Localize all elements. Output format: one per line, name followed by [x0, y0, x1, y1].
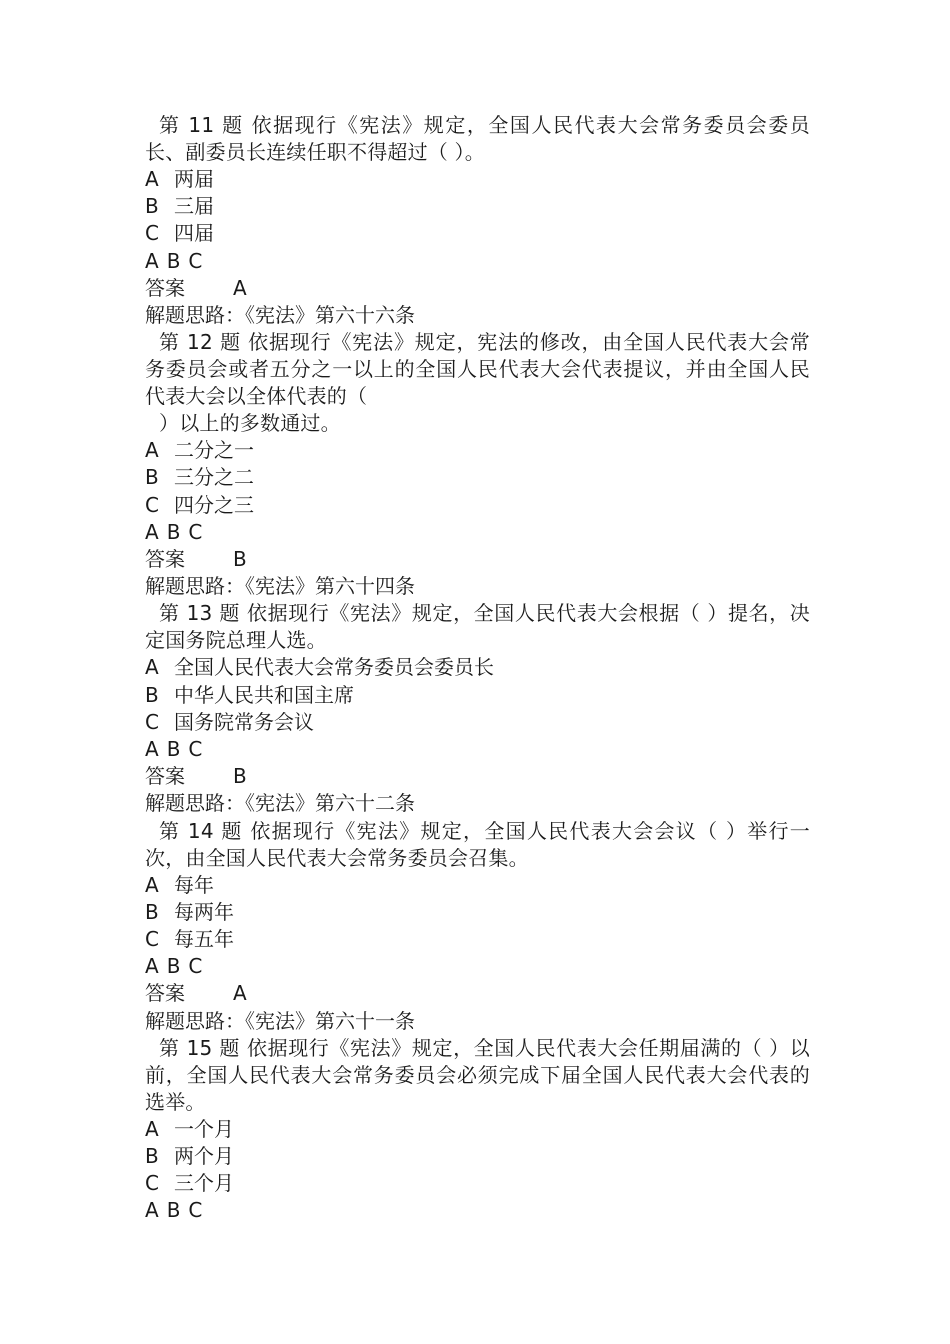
- answer-line: [145, 980, 810, 1007]
- option-letters-row: [145, 736, 810, 763]
- option-letter: B: [145, 194, 159, 219]
- question-body: 依据现行《宪法》规定，宪法的修改，由全国人民代表大会常务委员会或者五分之一以上的全国人民代表大会代表提议，并由全国人民代表大会以全体代表的（: [145, 330, 810, 409]
- answer-value: B: [233, 547, 247, 572]
- question-number: 第 13 题: [159, 601, 241, 626]
- option-text: 两届: [174, 167, 214, 191]
- document-page: [145, 112, 810, 1225]
- answer-line: [145, 546, 810, 573]
- option-text: 每五年: [174, 927, 234, 952]
- option-c: [145, 220, 810, 247]
- letter: B: [166, 954, 181, 979]
- option-text: 国务院常务会议: [174, 709, 314, 734]
- answer-line: [145, 275, 810, 302]
- option-b: [145, 899, 810, 926]
- answer-value: A: [233, 275, 247, 300]
- question-body: 依据现行《宪法》规定，全国人民代表大会根据（ ）提名，决定国务院总理人选。: [145, 601, 810, 653]
- letter: C: [188, 1198, 203, 1223]
- option-letters-row: [145, 953, 810, 980]
- option-text: 每两年: [174, 899, 234, 924]
- explanation: 解题思路：《宪法》第六十四条: [145, 574, 415, 599]
- option-c: [145, 926, 810, 953]
- option-a: [145, 437, 810, 464]
- option-b: [145, 1143, 810, 1170]
- letter: A: [145, 954, 159, 979]
- letter: C: [188, 954, 203, 979]
- option-text: 两个月: [174, 1144, 234, 1169]
- option-letter: A: [145, 872, 159, 897]
- question-text: [145, 112, 810, 166]
- option-text: 每年: [174, 872, 214, 897]
- letter: B: [166, 519, 181, 544]
- option-text: 四届: [174, 221, 214, 246]
- option-text: 二分之一: [174, 438, 254, 463]
- question-text: [145, 600, 810, 654]
- option-letter: B: [145, 1144, 159, 1169]
- option-text: 三届: [174, 194, 214, 219]
- option-letter: B: [145, 682, 159, 707]
- explanation: 解题思路：《宪法》第六十六条: [145, 303, 415, 328]
- question-number: 第 11 题: [159, 113, 244, 137]
- option-letters-row: [145, 1197, 810, 1224]
- letter: B: [166, 1198, 181, 1223]
- question-text: [145, 1035, 810, 1116]
- option-letter: B: [145, 899, 159, 924]
- question-number: 第 14 题: [159, 818, 243, 843]
- question-body: 依据现行《宪法》规定，全国人民代表大会会议（ ）举行一次，由全国人民代表大会常务委员会召集。: [145, 818, 810, 870]
- answer-label: 答案: [145, 547, 185, 572]
- option-text: 一个月: [174, 1116, 234, 1141]
- option-letter: A: [145, 655, 159, 680]
- answer-value: A: [233, 981, 247, 1006]
- option-letter: B: [145, 465, 159, 490]
- option-b: [145, 193, 810, 220]
- question-11: [145, 112, 810, 329]
- option-letter: C: [145, 221, 159, 246]
- option-letter: A: [145, 1116, 159, 1141]
- answer-label: 答案: [145, 275, 185, 300]
- letter: A: [145, 248, 159, 273]
- option-text: 中华人民共和国主席: [174, 682, 354, 707]
- option-letter: C: [145, 492, 159, 517]
- letter: A: [145, 519, 159, 544]
- question-body: 依据现行《宪法》规定，全国人民代表大会任期届满的（ ）以前，全国人民代表大会常务委员会必须完成下届全国人民代表大会代表的选举。: [145, 1035, 810, 1114]
- option-text: 三个月: [174, 1171, 234, 1196]
- question-number: 第 12 题: [159, 330, 241, 355]
- option-c: [145, 1170, 810, 1197]
- option-b: [145, 682, 810, 709]
- option-letter: A: [145, 167, 159, 191]
- option-text: 三分之二: [174, 465, 254, 490]
- question-body: 依据现行《宪法》规定，全国人民代表大会常务委员会委员长、副委员长连续任职不得超过（ ）。: [145, 113, 810, 164]
- question-text-continued: ）以上的多数通过。: [159, 411, 341, 436]
- option-c: [145, 709, 810, 736]
- question-text: [145, 818, 810, 872]
- answer-line: [145, 763, 810, 790]
- option-letter: C: [145, 1171, 159, 1196]
- option-letters-row: [145, 248, 810, 275]
- letter: A: [145, 737, 159, 762]
- explanation: 解题思路：《宪法》第六十二条: [145, 791, 415, 816]
- question-12: [145, 329, 810, 600]
- option-c: [145, 492, 810, 519]
- letter: A: [145, 1198, 159, 1223]
- option-a: [145, 654, 810, 681]
- letter: B: [166, 737, 181, 762]
- explanation: 解题思路：《宪法》第六十一条: [145, 1008, 415, 1033]
- letter: C: [188, 519, 203, 544]
- question-15: [145, 1035, 810, 1225]
- option-text: 全国人民代表大会常务委员会委员长: [174, 655, 494, 680]
- letter: C: [188, 737, 203, 762]
- answer-value: B: [233, 764, 247, 789]
- answer-label: 答案: [145, 981, 185, 1006]
- question-13: [145, 600, 810, 817]
- option-a: [145, 166, 810, 193]
- option-text: 四分之三: [174, 492, 254, 517]
- option-letters-row: [145, 519, 810, 546]
- option-a: [145, 1116, 810, 1143]
- question-14: [145, 818, 810, 1035]
- question-number: 第 15 题: [159, 1035, 241, 1060]
- option-letter: A: [145, 438, 159, 463]
- answer-label: 答案: [145, 764, 185, 789]
- option-letter: C: [145, 927, 159, 952]
- option-b: [145, 464, 810, 491]
- letter: B: [166, 248, 181, 273]
- option-a: [145, 872, 810, 899]
- option-letter: C: [145, 709, 159, 734]
- letter: C: [188, 248, 203, 273]
- question-text: [145, 329, 810, 410]
